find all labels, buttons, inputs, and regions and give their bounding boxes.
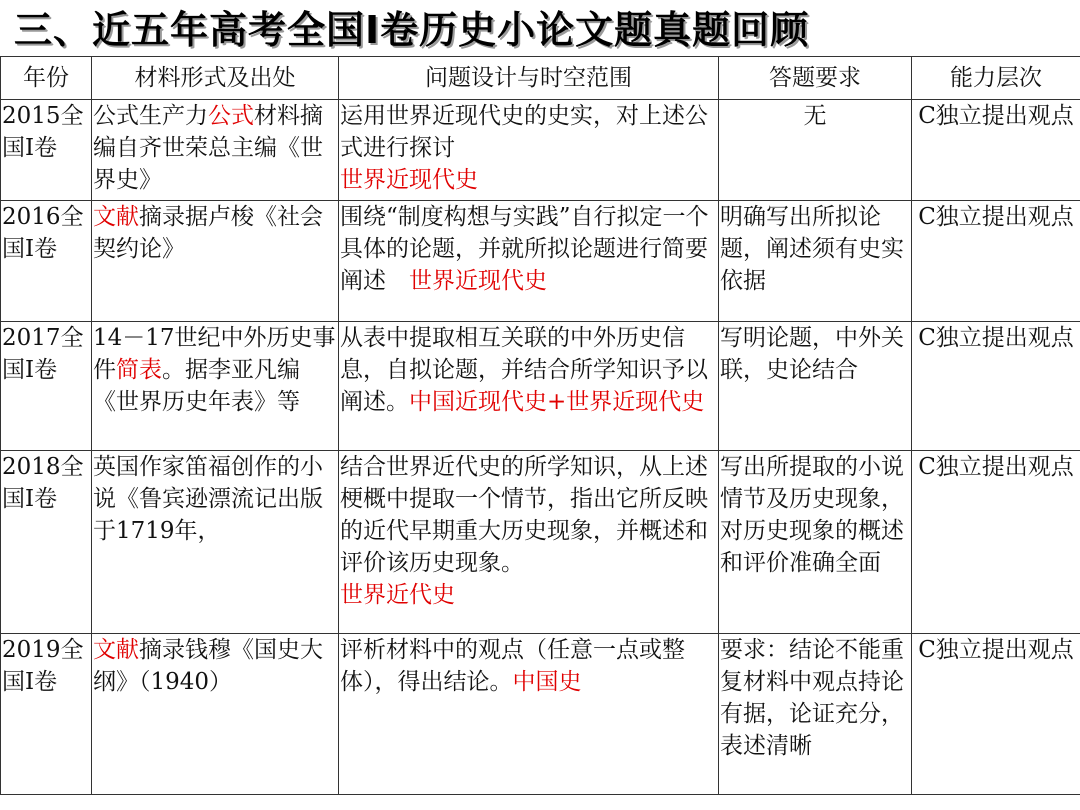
requirement-cell: 写出所提取的小说情节及历史现象，对历史现象的概述和评价准确全面 xyxy=(719,451,912,634)
header-level: 能力层次 xyxy=(912,57,1080,100)
header-year: 年份 xyxy=(1,57,92,100)
scope-text: 中国近现代史+世界近现代史 xyxy=(409,389,705,415)
table-header-row xyxy=(1,57,1080,100)
material-text: 英国作家笛福创作的小说《鲁宾逊漂流记出版于1719年， xyxy=(93,454,323,544)
material-text: 公式生产力 xyxy=(93,103,208,129)
material-highlight: 文献 xyxy=(93,637,139,663)
table-row xyxy=(1,201,1080,322)
table-row xyxy=(1,634,1080,795)
question-text: 从表中提取相互关联的中外历史信息，自拟论题，并结合所学知识予以阐述。 xyxy=(340,325,708,415)
material-cell xyxy=(92,451,339,634)
scope-text: 中国史 xyxy=(512,669,582,695)
requirement-cell: 要求：结论不能重复材料中观点持论有据，论证充分，表述清晰 xyxy=(719,634,912,795)
year-cell: 2019全国Ⅰ卷 xyxy=(1,634,92,795)
material-cell xyxy=(92,201,339,322)
question-text: 运用世界近现代史的史实，对上述公式进行探讨 xyxy=(340,103,708,161)
page-title: 三、近五年高考全国Ⅰ卷历史小论文题真题回顾 xyxy=(14,8,810,52)
scope-text: 世界近现代史 xyxy=(409,268,547,294)
year-cell: 2018全国Ⅰ卷 xyxy=(1,451,92,634)
question-cell xyxy=(339,100,719,201)
material-cell xyxy=(92,322,339,451)
question-cell xyxy=(339,634,719,795)
table-row xyxy=(1,322,1080,451)
scope-text: 世界近现代史 xyxy=(340,167,478,193)
material-text: 摘录据卢梭《社会契约论》 xyxy=(93,204,323,262)
level-cell: C独立提出观点 xyxy=(912,322,1080,451)
material-text: 材料摘编自齐世荣总主编《世界史》 xyxy=(93,103,323,193)
question-cell xyxy=(339,201,719,322)
question-text: 评析材料中的观点（任意一点或整体），得出结论。 xyxy=(340,637,685,695)
material-cell xyxy=(92,100,339,201)
year-cell: 2015全国Ⅰ卷 xyxy=(1,100,92,201)
review-table xyxy=(0,56,1080,795)
requirement-cell: 写明论题，中外关联，史论结合 xyxy=(719,322,912,451)
material-highlight: 公式 xyxy=(208,103,254,129)
material-highlight: 简表 xyxy=(116,357,162,383)
year-cell: 2017全国Ⅰ卷 xyxy=(1,322,92,451)
material-text: 摘录钱穆《国史大纲》（1940） xyxy=(93,637,323,695)
material-text: 14－17世纪中外历史事件 xyxy=(93,325,336,383)
material-text: 。据李亚凡编《世界历史年表》等 xyxy=(93,357,300,415)
level-cell: C独立提出观点 xyxy=(912,201,1080,322)
question-text: 围绕“制度构想与实践”自行拟定一个具体的论题，并就所拟论题进行简要阐述 xyxy=(340,204,709,294)
table-row xyxy=(1,451,1080,634)
question-cell xyxy=(339,451,719,634)
material-cell xyxy=(92,634,339,795)
header-requirement: 答题要求 xyxy=(719,57,912,100)
level-cell: C独立提出观点 xyxy=(912,451,1080,634)
material-highlight: 文献 xyxy=(93,204,139,230)
year-cell: 2016全国Ⅰ卷 xyxy=(1,201,92,322)
requirement-cell: 无 xyxy=(719,100,912,201)
question-cell xyxy=(339,322,719,451)
level-cell: C独立提出观点 xyxy=(912,100,1080,201)
level-cell: C独立提出观点 xyxy=(912,634,1080,795)
header-question: 问题设计与时空范围 xyxy=(339,57,719,100)
header-material: 材料形式及出处 xyxy=(92,57,339,100)
table-row xyxy=(1,100,1080,201)
requirement-cell: 明确写出所拟论题，阐述须有史实依据 xyxy=(719,201,912,322)
scope-text: 世界近代史 xyxy=(340,582,455,608)
question-text: 结合世界近代史的所学知识，从上述梗概中提取一个情节，指出它所反映的近代早期重大历史现象，并概述和评价该历史现象。 xyxy=(340,454,708,576)
